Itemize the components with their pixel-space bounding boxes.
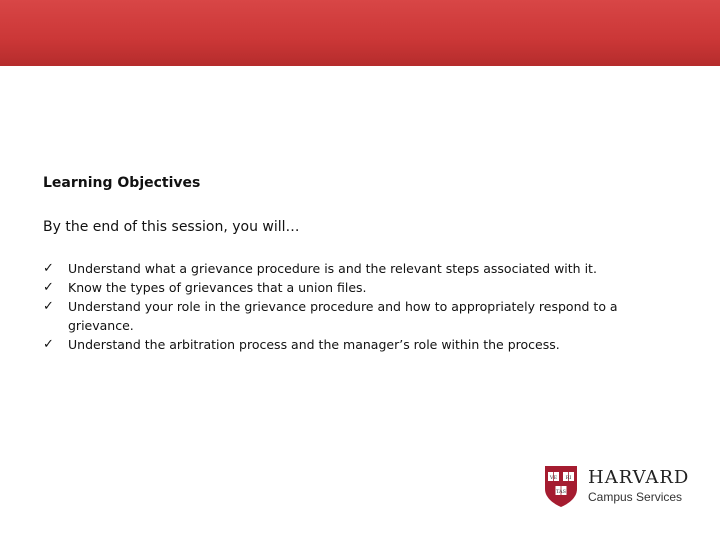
harvard-campus-services-logo (544, 465, 694, 509)
checkmark-icon: ✓ (43, 337, 54, 352)
objective-text: Understand the arbitration process and the manager’s role within the process. (68, 337, 560, 352)
objectives-list (43, 259, 653, 354)
logo-subtitle: Campus Services (588, 490, 683, 504)
header-bar (0, 0, 720, 66)
shield-motto-tas: TAS (555, 489, 567, 495)
objective-text: Understand your role in the grievance procedure and how to appropriately respond to a grievance. (68, 299, 618, 333)
slide-intro: By the end of this session, you will… (43, 219, 300, 235)
list-item (43, 278, 653, 297)
objective-text: Understand what a grievance procedure is and the relevant steps associated with it. (68, 261, 597, 276)
checkmark-icon: ✓ (43, 280, 54, 295)
slide-heading: Learning Objectives (43, 175, 201, 191)
checkmark-icon: ✓ (43, 299, 54, 314)
shield-motto-ve: VE (549, 475, 558, 481)
list-item (43, 297, 653, 335)
logo-name: HARVARD (588, 467, 690, 488)
objective-text: Know the types of grievances that a union files. (68, 280, 367, 295)
list-item (43, 259, 653, 278)
list-item (43, 335, 653, 354)
shield-motto-ri: RI (565, 475, 572, 481)
checkmark-icon: ✓ (43, 261, 54, 276)
harvard-shield-icon (544, 465, 578, 508)
